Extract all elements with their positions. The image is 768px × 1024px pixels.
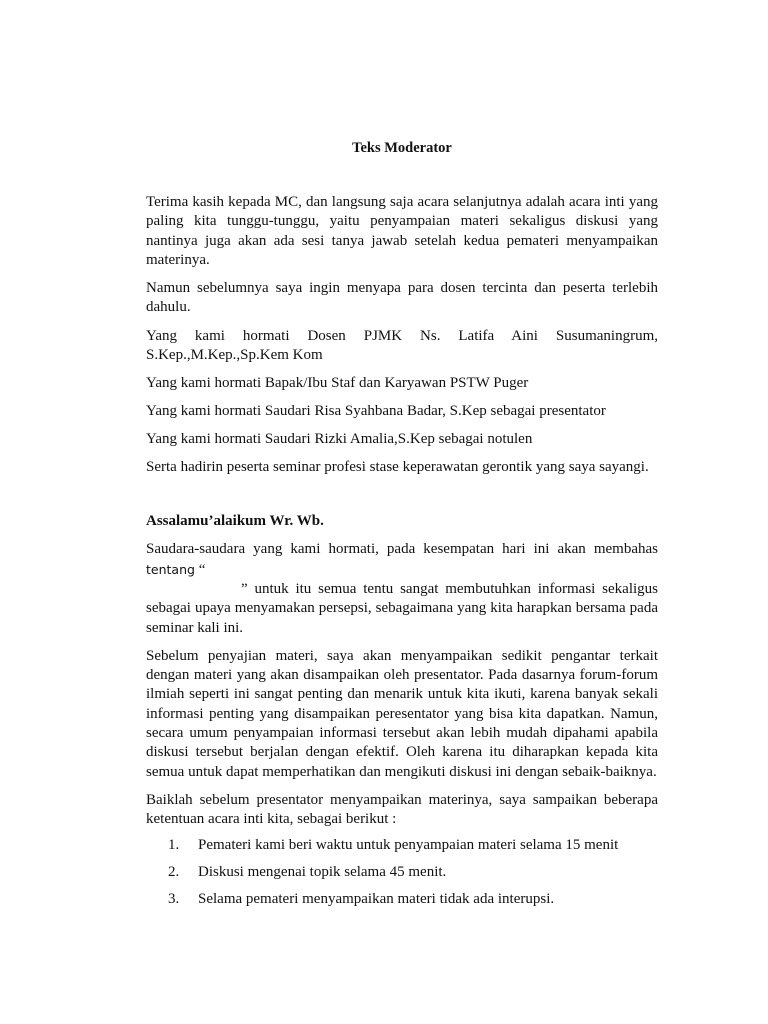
salutation-dosen-line1: Yang kami hormati Dosen PJMK Ns. Latifa Aini Susumaningrum, — [146, 327, 658, 344]
list-item — [168, 836, 658, 855]
intro-paragraph: Terima kasih kepada MC, dan langsung saja acara selanjutnya adalah acara inti yang paling kita tunggu-tunggu, yaitu penyampaian materi sekaligus diskusi yang nantinya juga akan ada sesi tanya jawab setelah kedua pemateri menyampaikan materinya. — [146, 194, 658, 268]
topic-continuation — [146, 580, 658, 638]
intro-paragraph: Namun sebelumnya saya ingin menyapa para dosen tercinta dan peserta terlebih dahulu. — [146, 280, 658, 316]
list-item — [168, 863, 658, 882]
topic-rest: untuk itu semua tentu sangat membutuhkan informasi sekaligus sebagai upaya menyamakan persepsi, sebagaimana yang kita harapkan bersama pada seminar kali ini. — [146, 580, 658, 636]
salutation-line: Serta hadirin peserta seminar profesi stase keperawatan gerontik yang saya sayangi. — [146, 459, 649, 476]
list-item-text: Selama pemateri menyampaikan materi tidak ada interupsi. — [198, 890, 555, 907]
list-number: 3. — [168, 890, 180, 907]
salutation-line: Yang kami hormati Saudari Rizki Amalia,S.Kep sebagai notulen — [146, 431, 533, 448]
list-number: 1. — [168, 836, 180, 853]
topic-line1: Saudara-saudara yang kami hormati, pada kesempatan hari ini akan membahas — [146, 541, 658, 558]
body-paragraph: Baiklah sebelum presentator menyampaikan materinya, saya sampaikan beberapa ketentuan acara inti kita, sebagai berikut : — [146, 791, 658, 828]
tentang-word: tentang — [146, 561, 195, 577]
list-number: 2. — [168, 863, 180, 880]
rules-list — [146, 836, 658, 909]
list-item-text: Pemateri kami beri waktu untuk penyampaian materi selama 15 menit — [198, 836, 619, 853]
list-item — [168, 890, 658, 909]
open-quote: “ — [194, 561, 206, 578]
close-quote: ” — [241, 580, 248, 597]
greeting: Assalamu’alaikum Wr. Wb. — [146, 513, 324, 530]
salutation-line: Yang kami hormati Saudari Risa Syahbana Badar, S.Kep sebagai presentator — [146, 403, 606, 420]
body-paragraph: Sebelum penyajian materi, saya akan menyampaikan sedikit pengantar terkait dengan materi yang akan disampaikan oleh presentator. Pada dasarnya forum-forum ilmiah seperti ini sangat penting dan menarik untuk kita ikuti, karena banyak sekali informasi penting yang disampaikan peresentator yang bisa kita dapatkan. Namun, secara umum penyampaian informasi tersebut akan lebih mudah dipahami apabila diskusi tersebut berjalan dengan efektif. Oleh karena itu diharapkan kepada kita semua untuk dapat memperhatikan dan mengikuti diskusi ini dengan sebaik-baiknya. — [146, 647, 658, 780]
salutation-line: Yang kami hormati Bapak/Ibu Staf dan Karyawan PSTW Puger — [146, 375, 529, 392]
document-content — [146, 139, 658, 917]
document-title: Teks Moderator — [352, 140, 452, 156]
list-item-text: Diskusi mengenai topik selama 45 menit. — [198, 863, 447, 880]
salutation-dosen-line2: S.Kep.,M.Kep.,Sp.Kem Kom — [146, 347, 323, 364]
topic-tentang-line — [146, 560, 658, 580]
